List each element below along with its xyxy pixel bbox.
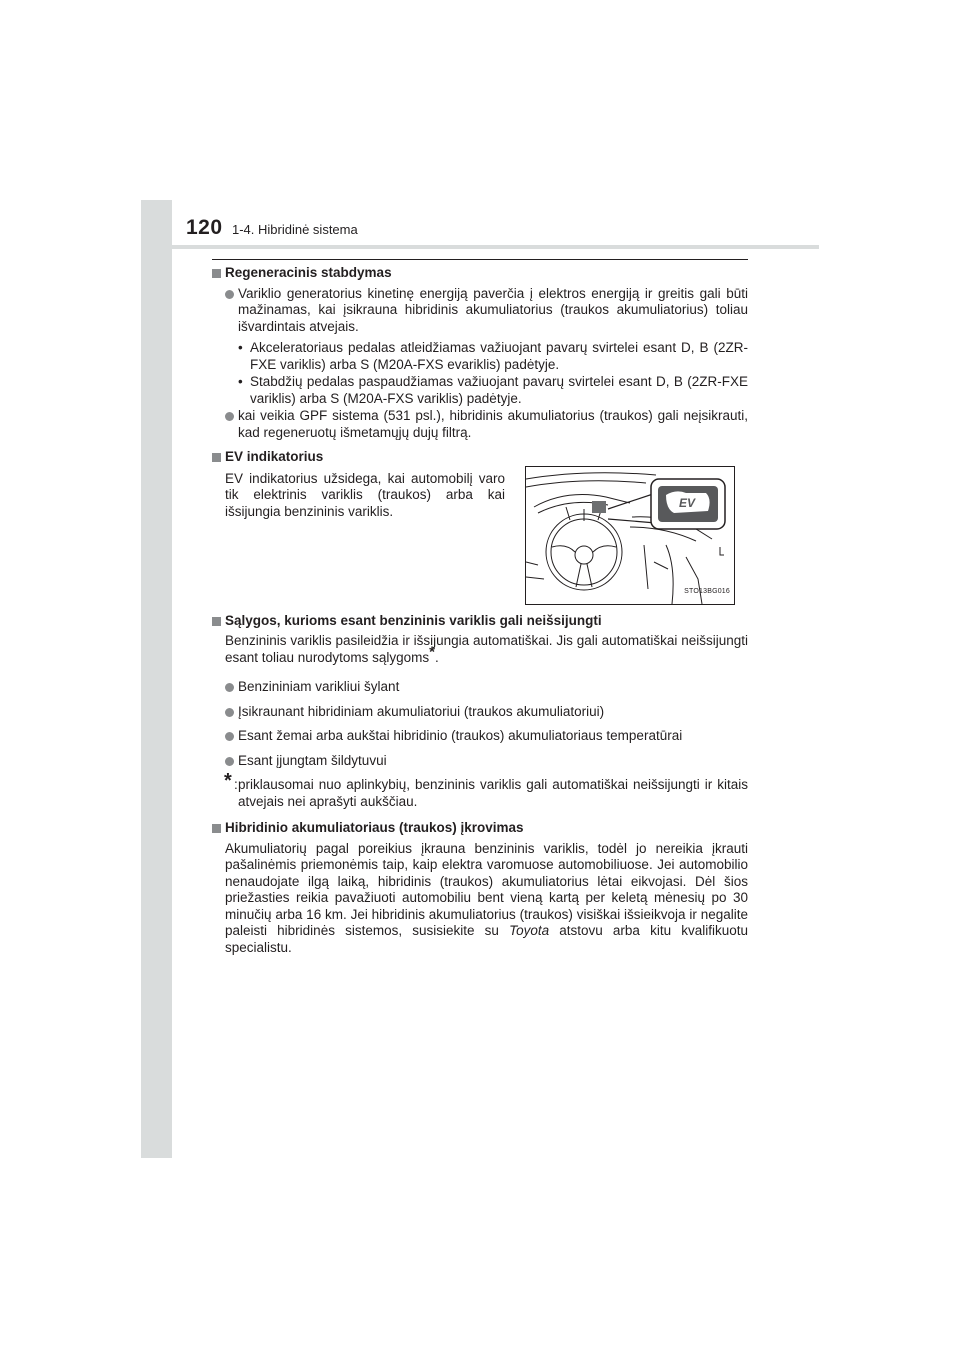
ev-description: EV indikatorius užsidega, kai automobilį varo tik elektrinis variklis (traukos) arba kai išsijungia benzininis variklis.	[225, 470, 505, 519]
dashboard-illustration	[525, 466, 735, 605]
bullet-marker: •	[238, 340, 243, 355]
round-bullet-icon	[225, 412, 234, 421]
section-heading-regen: Regeneracinis stabdymas	[212, 265, 748, 282]
page-content	[212, 265, 748, 961]
ev-badge: EV	[679, 495, 696, 510]
conditions-intro: Benzininis variklis pasileidžia ir išsijungia automatiškai. Jis gali automatiškai neišsijungti esant toliau nurodytoms sąlygoms*.	[225, 633, 748, 665]
sub-list-item: • Stabdžių pedalas paspaudžiamas važiuojant pavarų svirtelei esant D, B (2ZR-FXE variklis) arba S (M20A-FXS variklis) padėtyje.	[238, 374, 748, 406]
list-item: Esant žemai arba aukštai hibridinio (traukos) akumuliatoriaus temperatūrai	[212, 728, 748, 745]
list-item: Esant įjungtam šildytuvui	[212, 753, 748, 770]
square-bullet-icon	[212, 824, 221, 833]
round-bullet-icon	[225, 290, 234, 299]
round-bullet-icon	[225, 683, 234, 692]
page-number: 120	[186, 216, 223, 239]
list-item: kai veikia GPF sistema (531 psl.), hibridinis akumuliatorius (traukos) gali neįsikrauti, kad regeneruotų išmetamųjų dujų filtrą.	[212, 408, 748, 441]
square-bullet-icon	[212, 269, 221, 278]
chapter-title: 1-4. Hibridinė sistema	[232, 222, 358, 237]
section-heading-ev: EV indikatorius	[212, 449, 748, 466]
bullet-marker: •	[238, 374, 243, 389]
section-rule	[212, 259, 748, 260]
square-bullet-icon	[212, 617, 221, 626]
round-bullet-icon	[225, 708, 234, 717]
round-bullet-icon	[225, 732, 234, 741]
figure-code: STO13BG016	[684, 588, 730, 595]
round-bullet-icon	[225, 757, 234, 766]
list-item: Variklio generatorius kinetinę energiją paverčia į elektros energiją ir greitis gali būti mažinamas, kai įsikrauna hibridinis akumuliatorius (traukos akumuliatorius) toliau išvardintais atvejais.	[212, 286, 748, 336]
list-item: Benzininiam varikliui šylant	[212, 679, 748, 696]
dashboard-drawing	[526, 467, 734, 604]
header-rule	[172, 245, 819, 249]
list-item: Įsikraunant hibridiniam akumuliatoriui (traukos akumuliatoriui)	[212, 704, 748, 721]
side-tab-bar	[141, 200, 172, 1158]
sub-list-item: • Akceleratoriaus pedalas atleidžiamas važiuojant pavarų svirtelei esant D, B (2ZR-FXE variklis) arba S (M20A-FXS evariklis) padėtyje.	[238, 340, 748, 372]
section-heading-conditions: Sąlygos, kurioms esant benzininis variklis gali neišsijungti	[212, 613, 748, 630]
footnote-asterisk: *	[224, 770, 232, 792]
ev-section-body	[212, 470, 748, 607]
brand-name: Toyota	[509, 923, 550, 938]
charging-text: Akumuliatorių pagal poreikius įkrauna benzininis variklis, todėl jo nereikia įkrauti pašalinėmis priemonėmis taip, kaip elektra varomuose automobiliuose. Jei automobilio nenaudojate ilgą laiką, hibridinis (traukos) akumuliatorius lėtai eikvojasi. Dėl šios priežasties reikia pavažiuoti automobiliu bent vieną kartą per keletą mėnesių po 30 minučių arba 16 km. Jei hibridinis akumuliatorius (traukos) visiškai išsieikvoja ir negalite paleisti hibridinės sistemos, susisiekite su Toyota atstovu arba kitu kvalifikuotu specialistu.	[225, 840, 749, 955]
square-bullet-icon	[212, 453, 221, 462]
section-heading-charging: Hibridinio akumuliatoriaus (traukos) įkrovimas	[212, 820, 748, 837]
footnote-asterisk: *	[429, 643, 435, 660]
footnote: * : priklausomai nuo aplinkybių, benzininis variklis gali automatiškai neišsijungti ir kitais atvejais nei aprašyti aukščiau.	[224, 770, 748, 809]
